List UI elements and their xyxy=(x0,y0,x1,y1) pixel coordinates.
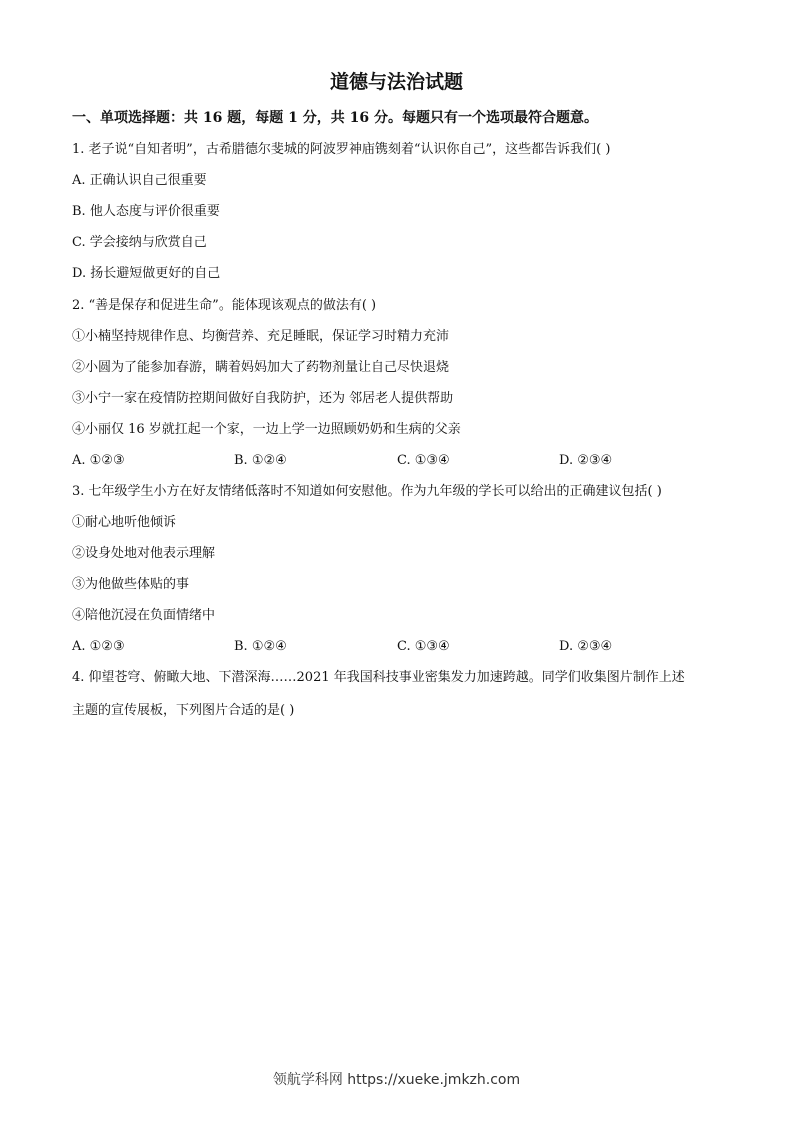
question-2-item-1: ①小楠坚持规律作息、均衡营养、充足睡眠，保证学习时精力充沛 xyxy=(72,329,450,344)
question-3-option-a: A. ①②③ xyxy=(72,639,125,654)
question-2-stem: 2. “善是保存和促进生命”。能体现该观点的做法有( ) xyxy=(72,298,377,313)
question-2-options xyxy=(72,452,732,470)
question-3-item-2: ②设身处地对他表示理解 xyxy=(72,546,216,561)
page-title: 道德与法治试题 xyxy=(329,71,463,93)
question-3-item-3: ③为他做些体贴的事 xyxy=(72,577,190,592)
question-2-option-c: C. ①③④ xyxy=(397,453,450,468)
question-1-stem: 1. 老子说“自知者明”，古希腊德尔斐城的阿波罗神庙镌刻着“认识你自己”，这些都告诉我们( ) xyxy=(72,142,611,157)
question-3-options xyxy=(72,638,732,656)
question-1-option-d: D. 扬长避短做更好的自己 xyxy=(72,266,221,281)
question-2-item-3: ③小宁一家在疫情防控期间做好自我防护，还为 邻居老人提供帮助 xyxy=(72,391,454,406)
question-4-stem-line-2: 主题的宣传展板，下列图片合适的是( ) xyxy=(72,703,295,718)
question-4-stem-line-1: 4. 仰望苍穹、俯瞰大地、下潜深海……2021 年我国科技事业密集发力加速跨越。同学们收集图片制作上述 xyxy=(72,670,685,685)
question-3-item-1: ①耐心地听他倾诉 xyxy=(72,515,177,530)
question-2-item-2: ②小圆为了能参加春游，瞒着妈妈加大了药物剂量让自己尽快退烧 xyxy=(72,360,450,375)
question-2-option-b: B. ①②④ xyxy=(234,453,287,468)
question-1-option-b: B. 他人态度与评价很重要 xyxy=(72,204,220,219)
footer-watermark: 领航学科网 https://xueke.jmkzh.com xyxy=(272,1072,521,1088)
question-2-option-d: D. ②③④ xyxy=(559,453,613,468)
question-1-option-a: A. 正确认识自己很重要 xyxy=(72,173,207,188)
question-1-option-c: C. 学会接纳与欣赏自己 xyxy=(72,235,207,250)
question-3-option-c: C. ①③④ xyxy=(397,639,450,654)
question-3-option-d: D. ②③④ xyxy=(559,639,613,654)
question-3-stem: 3. 七年级学生小方在好友情绪低落时不知道如何安慰他。作为九年级的学长可以给出的正确建议包括( ) xyxy=(72,484,662,499)
question-2-item-4: ④小丽仅 16 岁就扛起一个家，一边上学一边照顾奶奶和生病的父亲 xyxy=(72,422,461,437)
question-2-option-a: A. ①②③ xyxy=(72,453,125,468)
question-3-option-b: B. ①②④ xyxy=(234,639,287,654)
question-3-item-4: ④陪他沉浸在负面情绪中 xyxy=(72,608,216,623)
section-heading: 一、单项选择题：共 16 题，每题 1 分，共 16 分。每题只有一个选项最符合题意。 xyxy=(72,110,598,126)
